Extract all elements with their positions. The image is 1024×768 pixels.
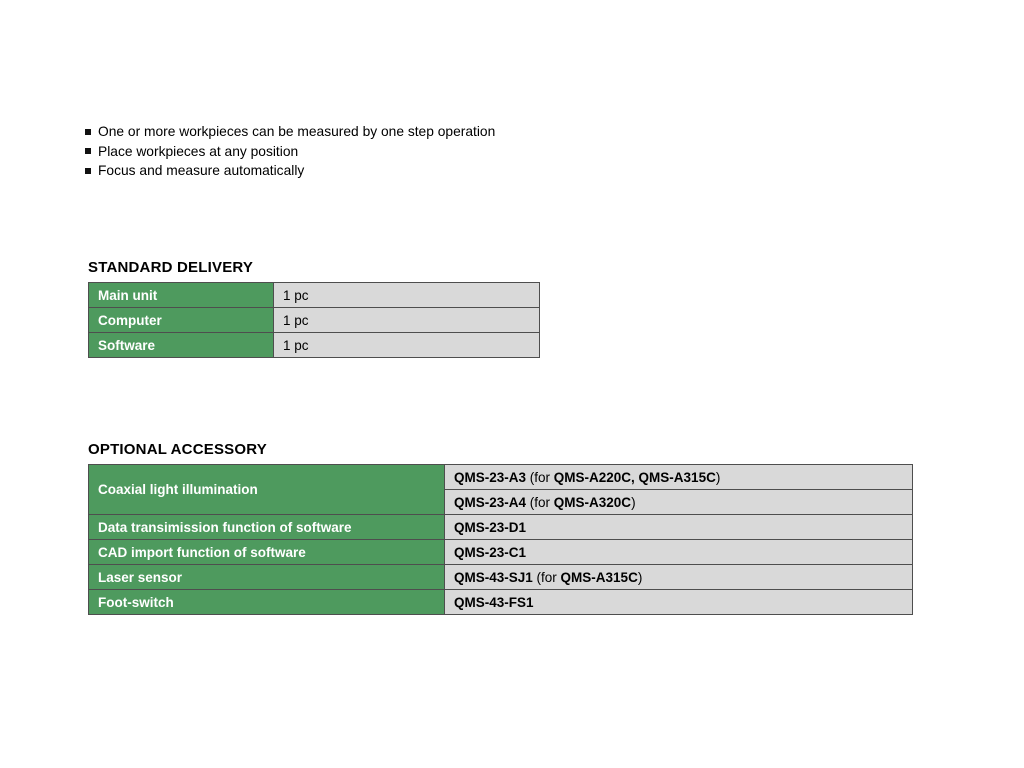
row-label-cell: Software <box>89 333 274 358</box>
bullet-text: Focus and measure automatically <box>98 163 305 179</box>
model-code: QMS-23-C1 <box>454 544 527 560</box>
model-note: (for <box>532 569 561 585</box>
model-code: QMS-23-D1 <box>454 519 527 535</box>
bullet-item <box>85 142 495 162</box>
bullet-item <box>85 122 495 142</box>
row-value-cell: 1 pc <box>274 283 540 308</box>
bullet-square-icon <box>85 129 91 135</box>
row-value-cell <box>445 465 913 490</box>
optional-accessory-title: OPTIONAL ACCESSORY <box>88 441 267 458</box>
table-row <box>89 308 540 333</box>
model-note-models: QMS-A315C <box>560 569 638 585</box>
optional-accessory-table <box>88 464 913 615</box>
model-note-models: QMS-A320C <box>553 494 632 510</box>
model-note: (for <box>526 469 554 485</box>
row-value-cell: 1 pc <box>274 333 540 358</box>
feature-bullet-list <box>85 122 495 181</box>
standard-delivery-title: STANDARD DELIVERY <box>88 259 254 276</box>
table-row <box>89 540 913 565</box>
table-row <box>89 515 913 540</box>
bullet-text: Place workpieces at any position <box>98 143 299 159</box>
row-value-cell <box>445 540 913 565</box>
table-row <box>89 333 540 358</box>
row-value-cell <box>445 515 913 540</box>
model-code: QMS-23-A3 <box>454 469 527 485</box>
model-note-models: QMS-A220C, QMS-A315C <box>553 469 716 485</box>
row-label-cell: Foot-switch <box>89 590 445 615</box>
row-label-cell: CAD import function of software <box>89 540 445 565</box>
table-row <box>89 590 913 615</box>
model-note-close: ) <box>637 569 643 585</box>
bullet-square-icon <box>85 148 91 154</box>
row-value-cell <box>445 490 913 515</box>
row-label-cell: Computer <box>89 308 274 333</box>
model-code: QMS-23-A4 <box>454 494 527 510</box>
row-label-cell: Data transimission function of software <box>89 515 445 540</box>
model-note-close: ) <box>715 469 721 485</box>
table-row <box>89 565 913 590</box>
bullet-item <box>85 161 495 181</box>
model-note: (for <box>526 494 554 510</box>
row-value-cell <box>445 590 913 615</box>
standard-delivery-table <box>88 282 540 358</box>
table-row <box>89 465 913 490</box>
bullet-text: One or more workpieces can be measured by one step operation <box>98 124 496 140</box>
row-value-cell <box>445 565 913 590</box>
row-label-cell: Coaxial light illumination <box>89 465 445 515</box>
row-label-cell: Laser sensor <box>89 565 445 590</box>
row-label-cell: Main unit <box>89 283 274 308</box>
table-row <box>89 283 540 308</box>
row-value-cell: 1 pc <box>274 308 540 333</box>
model-code: QMS-43-FS1 <box>454 594 534 610</box>
model-code: QMS-43-SJ1 <box>454 569 533 585</box>
bullet-square-icon <box>85 168 91 174</box>
model-note-close: ) <box>631 494 636 510</box>
